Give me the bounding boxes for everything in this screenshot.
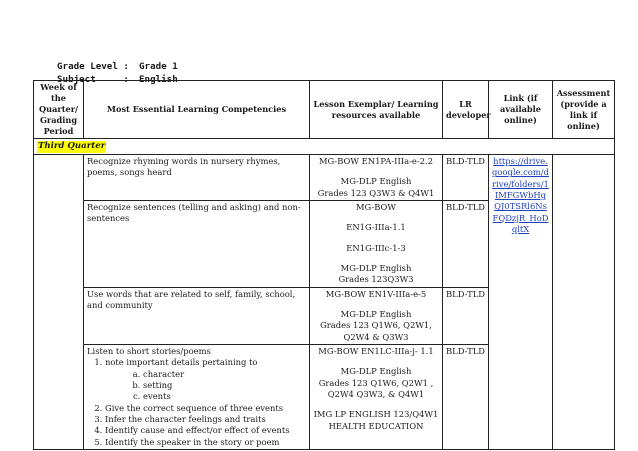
competency-intro: Listen to short stories/poems <box>87 346 211 357</box>
header-melc: Most Essential Learning Competencies <box>84 81 310 139</box>
lesson-cell <box>310 154 443 200</box>
list-item-text: note important details pertaining to <box>105 357 258 368</box>
lesson-line: Grades 123Q3W3 <box>338 274 414 285</box>
list-item: 4. Identify cause and effect/or effect of events <box>105 425 306 436</box>
competency-cell <box>84 345 310 450</box>
lesson-line: MG-DLP English <box>340 309 412 319</box>
sub-list-item: c. events <box>143 391 306 402</box>
lesson-line: Q2W4 Q3W3, & Q4W1 <box>327 389 425 400</box>
lr-cell: BLD-TLD <box>443 287 489 344</box>
spacer <box>313 234 439 243</box>
lesson-line: EN1G-IIIa-1.1 <box>346 222 406 233</box>
lr-cell: BLD-TLD <box>443 154 489 200</box>
competency-list <box>87 357 306 448</box>
subject-key: Subject : <box>57 74 129 85</box>
week-cell <box>34 154 84 449</box>
lesson-line: MG-BOW EN1PA-IIIa-e-2.2 <box>318 155 434 166</box>
quarter-row <box>34 139 615 155</box>
lesson-cell <box>310 200 443 287</box>
sub-list <box>105 369 306 403</box>
header-row <box>34 81 615 139</box>
header-assessment: Assessment (provide a link if online) <box>553 81 615 139</box>
lesson-line: Q2W4 & Q3W3 <box>343 331 409 342</box>
grade-level-value: Grade 1 <box>139 61 178 72</box>
spacer <box>313 167 439 176</box>
grade-level-row <box>57 60 178 73</box>
lesson-line: Grades 123 Q1W6, Q2W1 , <box>318 377 434 388</box>
spacer <box>313 357 439 366</box>
header-link: Link (if available online) <box>489 81 553 139</box>
list-item: 5. Identify the speaker in the story or poem <box>105 437 306 448</box>
competency-cell: Recognize rhyming words in nursery rhymes, poems, songs heard <box>84 154 310 200</box>
lesson-line: MG-DLP English <box>340 366 412 377</box>
lesson-line: MG-BOW <box>355 201 397 212</box>
quarter-cell <box>34 139 615 155</box>
header-week: Week of the Quarter/ Grading Period <box>34 81 84 139</box>
spacer <box>313 213 439 222</box>
melc-table <box>33 80 615 450</box>
list-item <box>105 357 306 402</box>
spacer <box>313 300 439 309</box>
table-row <box>34 154 615 200</box>
lesson-line: MG-DLP English <box>340 262 412 273</box>
sub-list-item: b. setting <box>143 380 306 391</box>
grade-level-key: Grade Level : <box>57 61 129 72</box>
competency-cell: Use words that are related to self, family, school, and community <box>84 287 310 344</box>
drive-link[interactable]: https://drive.google.com/drive/folders/1IMFGWbHgQJ0TSRl6NsFQDzjR_HoDqltX <box>492 155 549 234</box>
list-item: 3. Infer the character feelings and traits <box>105 414 306 425</box>
quarter-label: Third Quarter <box>38 141 106 152</box>
sub-list-item: a. character <box>143 369 306 380</box>
lesson-cell <box>310 345 443 450</box>
lesson-line: MG-BOW EN1LC-IIIa-j- 1.1 <box>318 346 434 357</box>
lesson-line: EN1G-IIIc-1-3 <box>346 242 406 253</box>
lesson-line: Grades 123 Q1W6, Q2W1, <box>320 320 432 331</box>
spacer <box>313 254 439 263</box>
spacer <box>313 400 439 409</box>
subject-value: English <box>139 74 178 85</box>
lesson-line: Grades 123 Q3W3 & Q4W1 <box>317 187 435 198</box>
lesson-line: MG-DLP English <box>340 176 412 187</box>
lesson-line: IMG LP ENGLISH 123/Q4W1 <box>313 409 439 420</box>
lesson-cell <box>310 287 443 344</box>
assessment-cell <box>553 154 615 449</box>
header-lr: LR developer <box>443 81 489 139</box>
lr-cell: BLD-TLD <box>443 200 489 287</box>
list-item: 2. Give the correct sequence of three events <box>105 403 306 414</box>
lesson-line: MG-BOW EN1V-IIIa-e-5 <box>325 288 427 299</box>
lesson-line: HEALTH EDUCATION <box>328 420 424 431</box>
link-cell <box>489 154 553 449</box>
lr-cell: BLD-TLD <box>443 345 489 450</box>
header-lesson: Lesson Exemplar/ Learning resources available <box>310 81 443 139</box>
competency-cell: Recognize sentences (telling and asking) and non-sentences <box>84 200 310 287</box>
